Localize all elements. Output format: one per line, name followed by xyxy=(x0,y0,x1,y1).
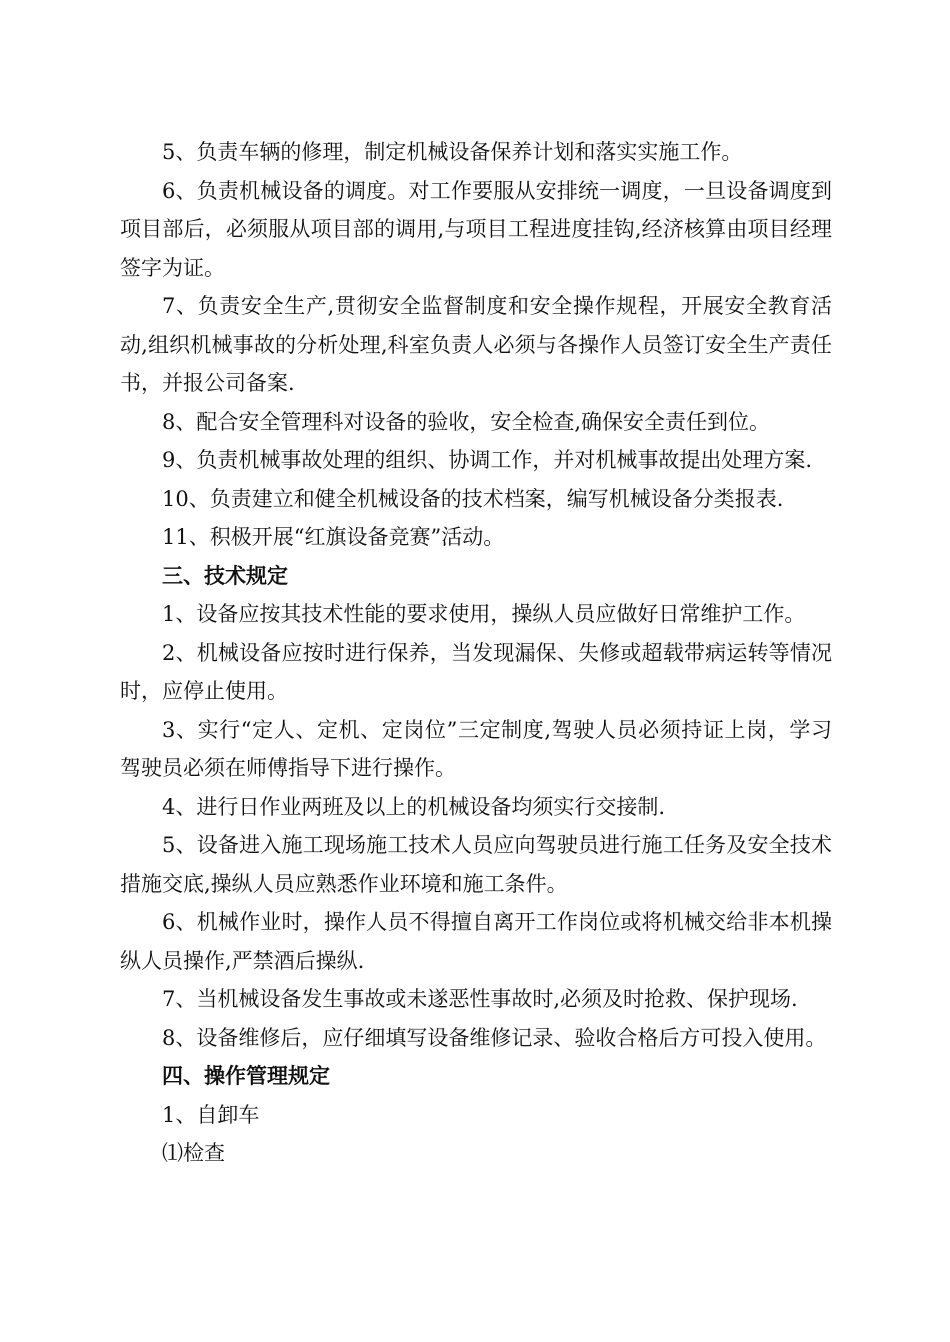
paragraph-item-9: 9、负责机械事故处理的组织、协调工作，并对机械事故提出处理方案. xyxy=(162,448,813,472)
paragraph-item-8: 8、配合安全管理科对设备的验收，安全检查,确保安全责任到位。 xyxy=(162,409,771,434)
paragraph-tech-1: 1、设备应按其技术性能的要求使用，操纵人员应做好日常维护工作。 xyxy=(162,602,806,626)
paragraph-tech-5: 5、设备进入施工现场施工技术人员应向驾驶员进行施工任务及安全技术措施交底,操纵人员应熟悉作业环境和施工条件。 xyxy=(120,833,832,896)
paragraph-item-5: 5、负责车辆的修理，制定机械设备保养计划和落实实施工作。 xyxy=(162,140,743,164)
paragraph-item-11: 11、积极开展“红旗设备竞赛”活动。 xyxy=(162,525,505,549)
paragraph-tech-3: 3、实行“定人、定机、定岗位”三定制度,驾驶人员必须持证上岗，学习驾驶员必须在师傅指导下进行操作。 xyxy=(120,717,832,780)
paragraph-tech-4: 4、进行日作业两班及以上的机械设备均须实行交接制. xyxy=(162,794,666,819)
paragraph-item-10: 10、负责建立和健全机械设备的技术档案，编写机械设备分类报表. xyxy=(162,486,784,511)
paragraph-op-check: ⑴检查 xyxy=(162,1141,225,1165)
section-heading-operation: 四、操作管理规定 xyxy=(162,1063,330,1088)
paragraph-op-1: 1、自卸车 xyxy=(162,1102,260,1127)
section-heading-technical: 三、技术规定 xyxy=(162,562,288,588)
paragraph-item-6: 6、负责机械设备的调度。对工作要服从安排统一调度，一旦设备调度到项目部后，必须服从项目部的调用,与项目工程进度挂钩,经济核算由项目经理签字为证。 xyxy=(120,178,832,280)
paragraph-item-7: 7、负责安全生产,贯彻安全监督制度和安全操作规程，开展安全教育活动,组织机械事故的分析处理,科室负责人必须与各操作人员签订安全生产责任书，并报公司备案. xyxy=(120,294,832,395)
paragraph-tech-7: 7、当机械设备发生事故或未遂恶性事故时,必须及时抢救、保护现场. xyxy=(162,987,798,1011)
document-body xyxy=(120,133,832,1173)
paragraph-tech-8: 8、设备维修后，应仔细填写设备维修记录、验收合格后方可投入使用。 xyxy=(162,1025,827,1050)
paragraph-tech-6: 6、机械作业时，操作人员不得擅自离开工作岗位或将机械交给非本机操纵人员操作,严禁酒后操纵. xyxy=(120,910,832,973)
paragraph-tech-2: 2、机械设备应按时进行保养，当发现漏保、失修或超载带病运转等情况时，应停止使用。 xyxy=(120,640,832,703)
